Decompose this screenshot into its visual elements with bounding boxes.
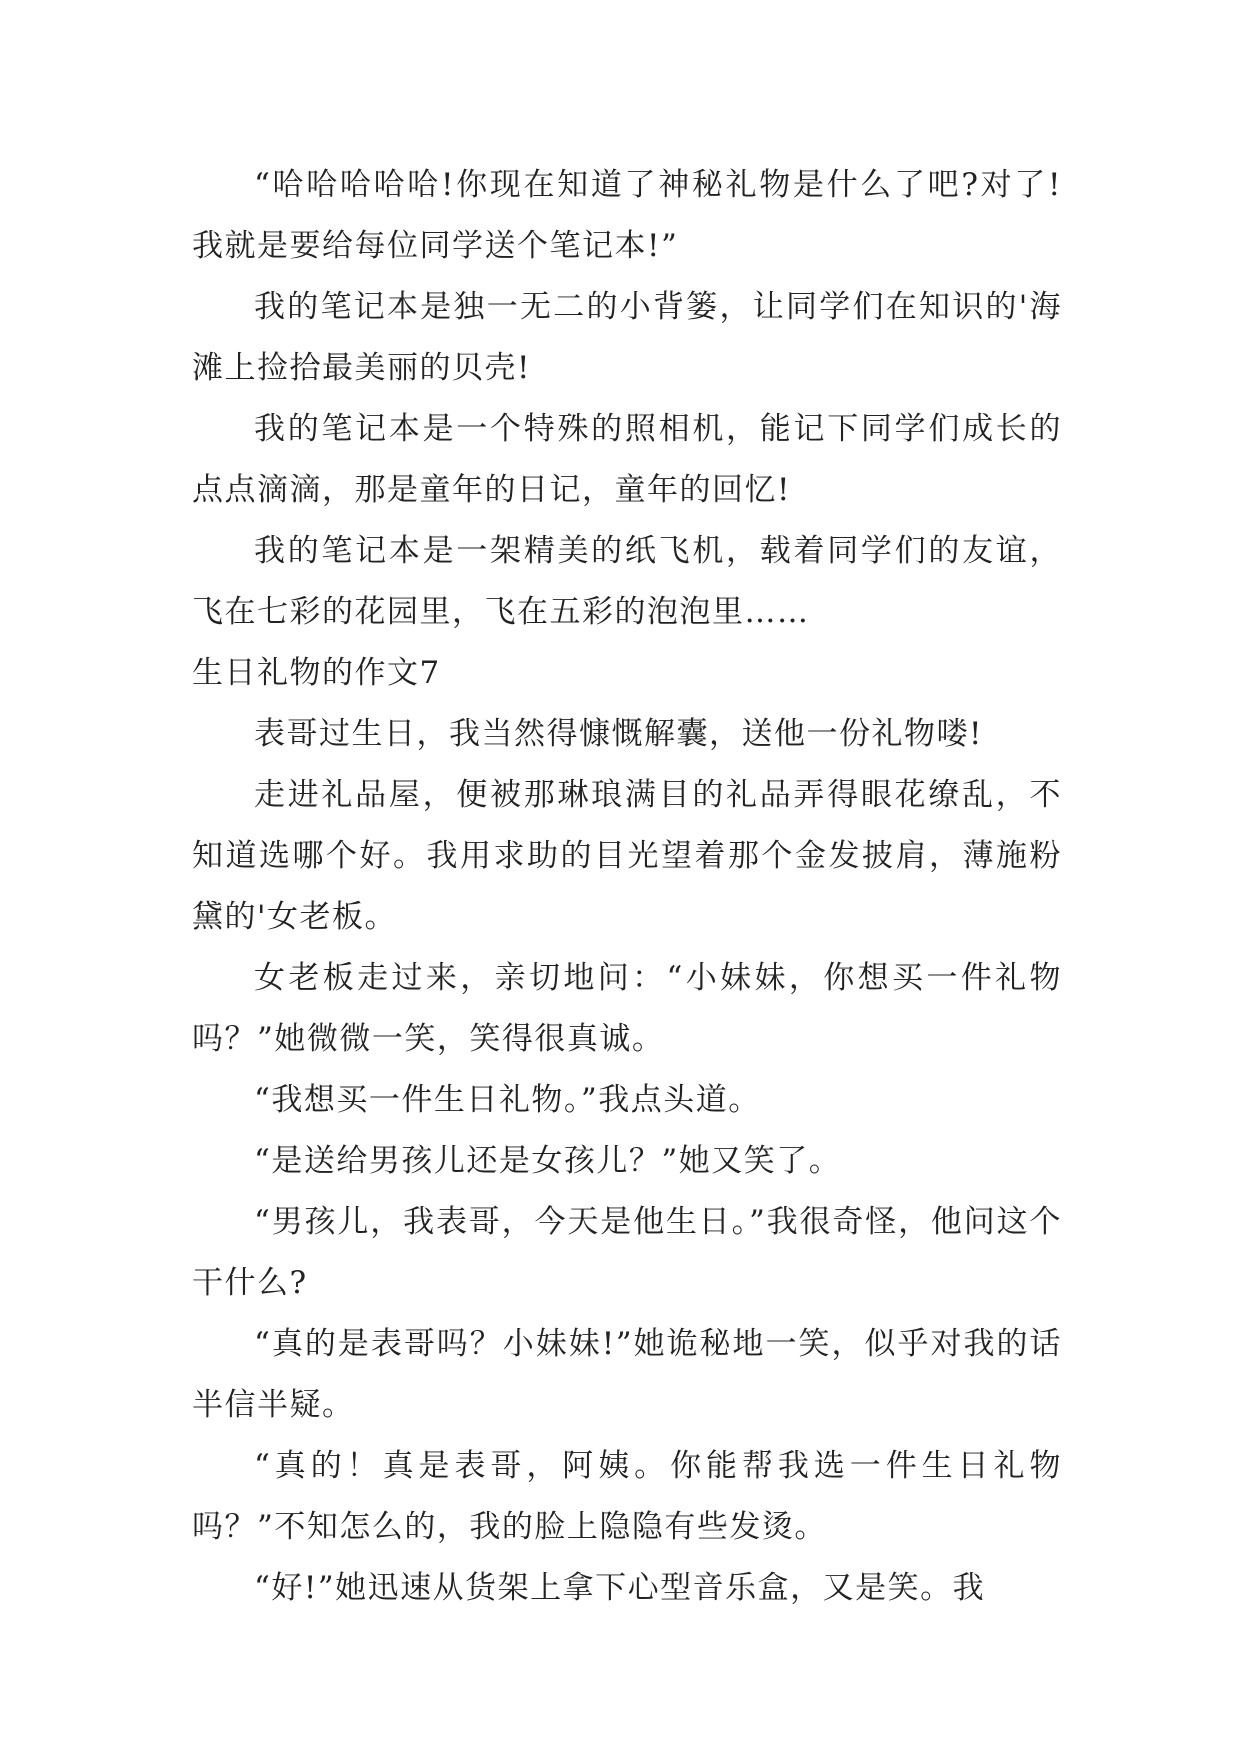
paragraph: “哈哈哈哈哈!你现在知道了神秘礼物是什么了吧?对了!我就是要给每位同学送个笔记本!” xyxy=(192,167,1062,264)
paragraph: 表哥过生日，我当然得慷慨解囊，送他一份礼物喽! xyxy=(254,716,983,752)
paragraph: 女老板走过来，亲切地问：“小妹妹，你想买一件礼物吗？”她微微一笑，笑得很真诚。 xyxy=(192,960,1062,1057)
paragraph: 我的笔记本是一个特殊的照相机，能记下同学们成长的点点滴滴，那是童年的日记，童年的回忆! xyxy=(192,411,1062,508)
paragraph: “男孩儿，我表哥，今天是他生日。”我很奇怪，他问这个干什么? xyxy=(192,1204,1062,1301)
paragraph: “是送给男孩儿还是女孩儿？”她又笑了。 xyxy=(254,1143,842,1179)
paragraph: 我的笔记本是一架精美的纸飞机，载着同学们的友谊，飞在七彩的花园里，飞在五彩的泡泡里…… xyxy=(192,533,1062,630)
paragraph: “我想买一件生日礼物。”我点头道。 xyxy=(254,1082,761,1118)
paragraph: “好!”她迅速从货架上拿下心型音乐盒，又是笑。我 xyxy=(254,1570,986,1606)
section-title: 生日礼物的作文7 xyxy=(192,655,441,691)
paragraph: 我的笔记本是独一无二的小背篓，让同学们在知识的'海滩上捡拾最美丽的贝壳! xyxy=(192,289,1062,386)
paragraph: 走进礼品屋，便被那琳琅满目的礼品弄得眼花缭乱，不知道选哪个好。我用求助的目光望着那个金发披肩，薄施粉黛的'女老板。 xyxy=(192,777,1062,935)
paragraph: “真的是表哥吗？小妹妹!”她诡秘地一笑，似乎对我的话半信半疑。 xyxy=(192,1326,1062,1423)
document-body xyxy=(192,155,1062,1619)
paragraph: “真的！真是表哥，阿姨。你能帮我选一件生日礼物吗？”不知怎么的，我的脸上隐隐有些发烫。 xyxy=(192,1448,1062,1545)
